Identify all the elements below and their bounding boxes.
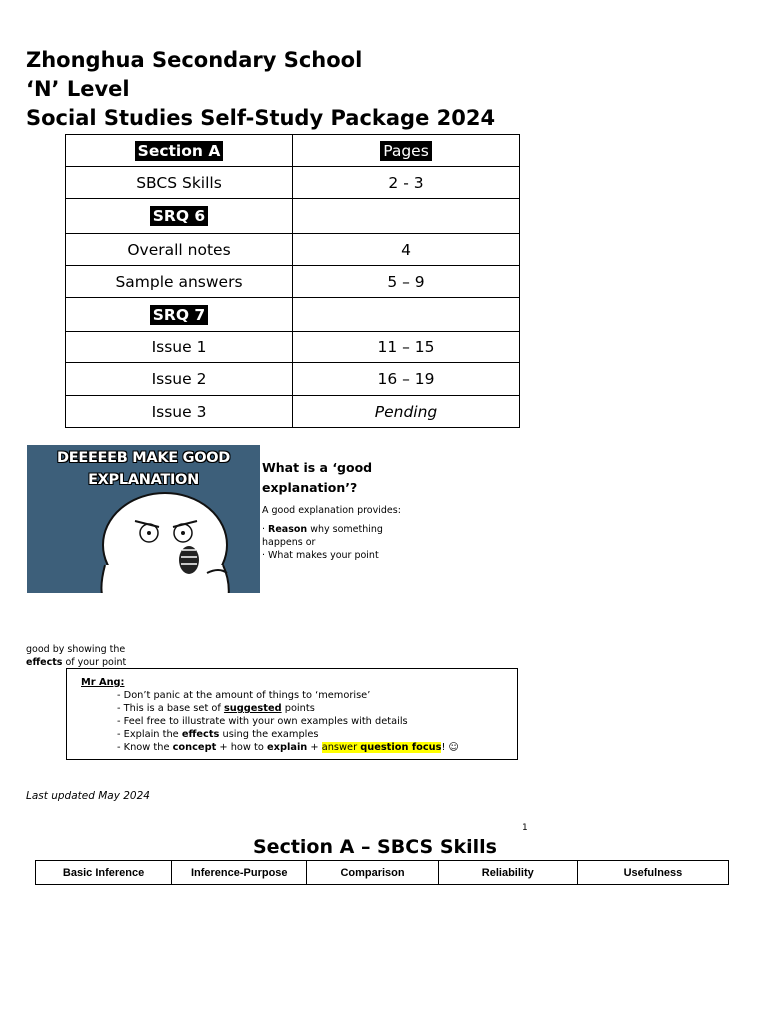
good-explanation-intro: A good explanation provides: xyxy=(262,505,401,516)
meme-caption-line1: DEEEEEB MAKE GOOD xyxy=(57,450,230,466)
table-row xyxy=(66,266,520,298)
table-row xyxy=(66,234,520,266)
column-header: Usefulness xyxy=(577,861,728,885)
row-pages: 4 xyxy=(293,234,520,266)
note-item: - Feel free to illustrate with your own examples with details xyxy=(117,716,408,727)
meme-caption-line2: EXPLANATION xyxy=(88,472,199,488)
section-a-label: Section A xyxy=(135,141,224,161)
notes-title: Mr Ang: xyxy=(81,677,125,688)
bullet-point: · What makes your point xyxy=(262,550,379,561)
row-pages: 11 – 15 xyxy=(293,332,520,363)
school-name: Zhonghua Secondary School xyxy=(26,48,363,72)
contents-header-row xyxy=(66,135,520,167)
table-row xyxy=(66,199,520,234)
sbcs-skills-table xyxy=(35,860,729,885)
row-label: Overall notes xyxy=(66,234,293,266)
good-explanation-bullets xyxy=(262,523,422,562)
row-pages: 16 – 19 xyxy=(293,363,520,396)
row-label: SBCS Skills xyxy=(66,167,293,199)
table-row xyxy=(66,167,520,199)
row-label: Issue 1 xyxy=(66,332,293,363)
page-number: 1 xyxy=(522,823,528,833)
table-row xyxy=(66,332,520,363)
good-explanation-question: What is a ‘good explanation’? xyxy=(262,460,373,495)
document-title xyxy=(26,46,495,133)
row-pages xyxy=(293,199,520,234)
meme-image xyxy=(27,445,260,593)
table-row xyxy=(66,396,520,428)
row-label: Issue 2 xyxy=(66,363,293,396)
row-label: Sample answers xyxy=(66,266,293,298)
column-header: Reliability xyxy=(438,861,577,885)
column-header: Comparison xyxy=(307,861,438,885)
row-pages xyxy=(293,298,520,332)
section-a-title: Section A – SBCS Skills xyxy=(253,836,497,858)
note-item: - Know the concept + how to explain + answer question focus! ☺ xyxy=(117,742,459,753)
table-row xyxy=(66,363,520,396)
srq6-heading: SRQ 6 xyxy=(150,206,208,226)
note-item: - Explain the effects using the examples xyxy=(117,729,319,740)
bullet-reason: · Reason why something happens or xyxy=(262,524,383,548)
row-pages: 5 – 9 xyxy=(293,266,520,298)
row-pages: Pending xyxy=(293,396,520,428)
last-updated: Last updated May 2024 xyxy=(26,790,150,802)
skills-header-row xyxy=(36,861,729,885)
row-label: Issue 3 xyxy=(66,396,293,428)
column-header: Inference-Purpose xyxy=(172,861,307,885)
srq7-heading: SRQ 7 xyxy=(150,305,208,325)
notes-list xyxy=(117,689,459,754)
package-title: Social Studies Self-Study Package 2024 xyxy=(26,106,496,130)
pages-label: Pages xyxy=(380,141,432,161)
note-item: - This is a base set of suggested points xyxy=(117,703,315,714)
teacher-notes-box xyxy=(66,668,518,760)
level-label: ‘N’ Level xyxy=(26,77,130,101)
note-item: - Don’t panic at the amount of things to ‘memorise’ xyxy=(117,690,371,701)
explanation-continuation: good by showing the effects of your point xyxy=(26,644,127,668)
column-header: Basic Inference xyxy=(36,861,172,885)
good-explanation-panel xyxy=(262,458,422,562)
contents-table xyxy=(65,134,520,428)
row-pages: 2 - 3 xyxy=(293,167,520,199)
table-row xyxy=(66,298,520,332)
